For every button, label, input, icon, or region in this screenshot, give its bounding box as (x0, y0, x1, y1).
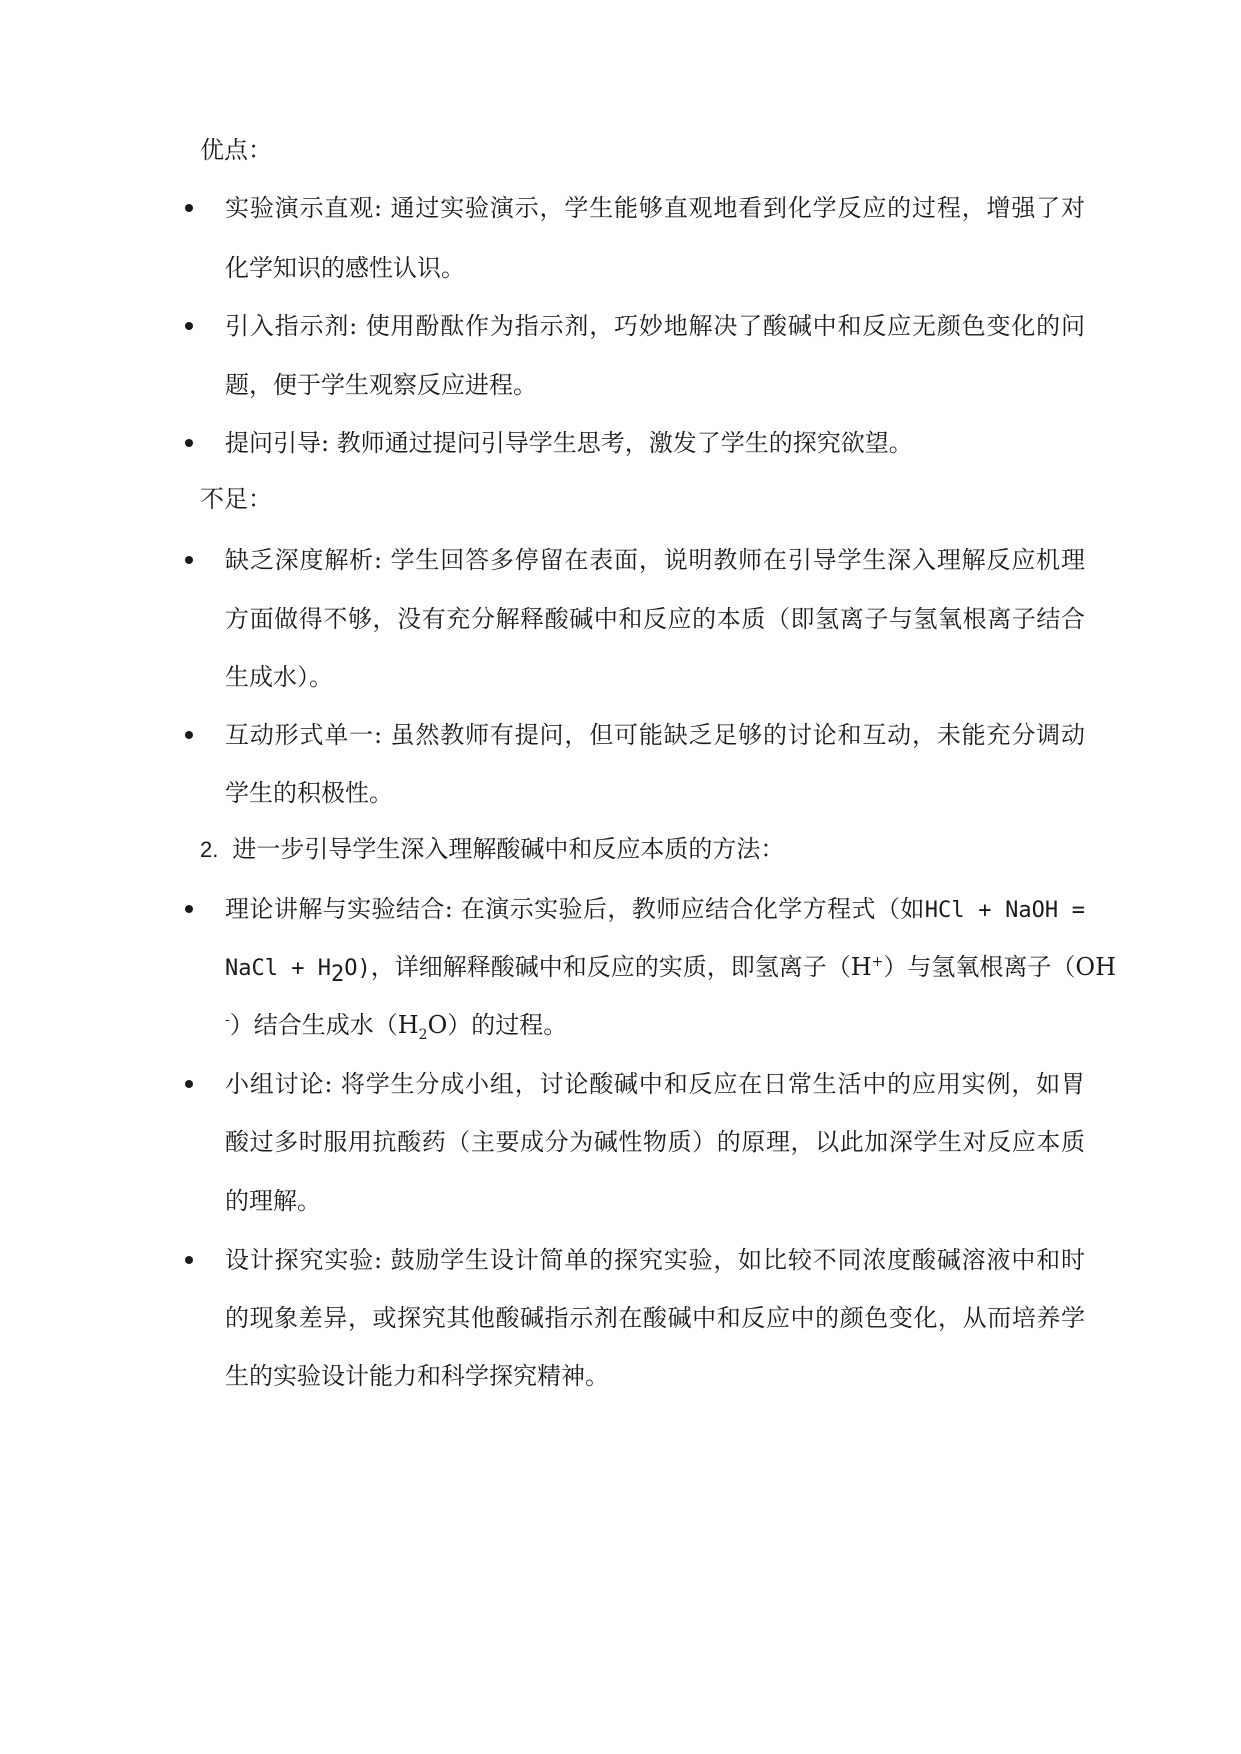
item-title: 小组讨论: (225, 1070, 333, 1098)
item-text-continued: 化学知识的感性认识。 (225, 254, 465, 282)
item-title: 设计探究实验: (225, 1246, 383, 1274)
list-item (225, 311, 1085, 341)
item-title: 互动形式单一: (225, 721, 383, 749)
item-text: 学生回答多停留在表面，说明教师在引导学生深入理解反应机理 (390, 546, 1085, 574)
list-item (225, 428, 1085, 458)
item-text: 将学生分成小组，讨论酸碱中和反应在日常生活中的应用实例，如胃 (340, 1070, 1085, 1098)
list-item (225, 1069, 1085, 1099)
item-text-continued: 生的实验设计能力和科学探究精神。 (225, 1362, 609, 1390)
item-title: 实验演示直观: (225, 194, 383, 222)
item-text: 虽然教师有提问，但可能缺乏足够的讨论和互动，未能充分调动 (390, 721, 1085, 749)
superscript: - (225, 1012, 230, 1028)
item-text-continued (225, 952, 1116, 987)
item-text: 在演示实验后，教师应结合化学方程式（如 (460, 895, 925, 923)
item-text: 通过实验演示，学生能够直观地看到化学反应的过程，增强了对 (390, 194, 1085, 222)
list-item (225, 193, 1085, 223)
item-title: 理论讲解与实验结合: (225, 895, 453, 923)
item-text: ）与氢氧根离子（OH (883, 953, 1116, 981)
item-text-continued: 学生的积极性。 (225, 779, 393, 807)
item-text: O）的过程。 (427, 1011, 568, 1039)
item-text: ）结合生成水（H (229, 1011, 419, 1039)
list-item (225, 720, 1085, 750)
equation: O) (344, 956, 371, 981)
bullet-icon (185, 204, 193, 212)
equation: NaCl + H (225, 956, 331, 981)
bullet-icon (185, 1080, 193, 1088)
item-text: 使用酚酞作为指示剂，巧妙地解决了酸碱中和反应无颜色变化的问 (365, 312, 1085, 340)
item-text: 鼓励学生设计简单的探究实验，如比较不同浓度酸碱溶液中和时 (390, 1246, 1085, 1274)
list-item (225, 894, 1085, 926)
bullet-icon (185, 439, 193, 447)
bullet-icon (185, 322, 193, 330)
bullet-icon (185, 731, 193, 739)
equation: HCl + NaOH = (924, 898, 1085, 923)
section-number: 2. (200, 837, 219, 862)
item-text-continued: 生成水）。 (225, 663, 333, 691)
advantages-heading: 优点： (200, 136, 272, 164)
bullet-icon (185, 556, 193, 564)
bullet-icon (185, 905, 193, 913)
item-text-continued: 的现象差异，或探究其他酸碱指示剂在酸碱中和反应中的颜色变化，从而培养学 (225, 1304, 1085, 1332)
item-title: 引入指示剂: (225, 312, 358, 340)
item-title: 缺乏深度解析: (225, 546, 383, 574)
section-title: 进一步引导学生深入理解酸碱中和反应本质的方法： (232, 835, 785, 863)
section-2-heading (200, 834, 784, 865)
subscript: 2 (330, 961, 345, 987)
list-item (225, 545, 1085, 575)
list-item (225, 1245, 1085, 1275)
item-text: ，详细解释酸碱中和反应的实质，即氢离子（H (370, 953, 872, 981)
item-text-continued: 酸过多时服用抗酸药（主要成分为碱性物质）的原理，以此加深学生对反应本质 (225, 1128, 1085, 1156)
superscript: + (871, 954, 884, 970)
item-title: 提问引导: (225, 429, 330, 457)
bullet-icon (185, 1256, 193, 1264)
item-text-continued: 方面做得不够，没有充分解释酸碱中和反应的本质（即氢离子与氢氧根离子结合 (225, 605, 1085, 633)
item-text-continued: 题，便于学生观察反应进程。 (225, 371, 537, 399)
item-text-continued: 的理解。 (225, 1187, 321, 1215)
shortcomings-heading: 不足： (200, 485, 272, 513)
item-text: 教师通过提问引导学生思考，激发了学生的探究欲望。 (336, 429, 913, 457)
subscript: 2 (418, 1026, 428, 1043)
item-text-continued (225, 1010, 1085, 1043)
